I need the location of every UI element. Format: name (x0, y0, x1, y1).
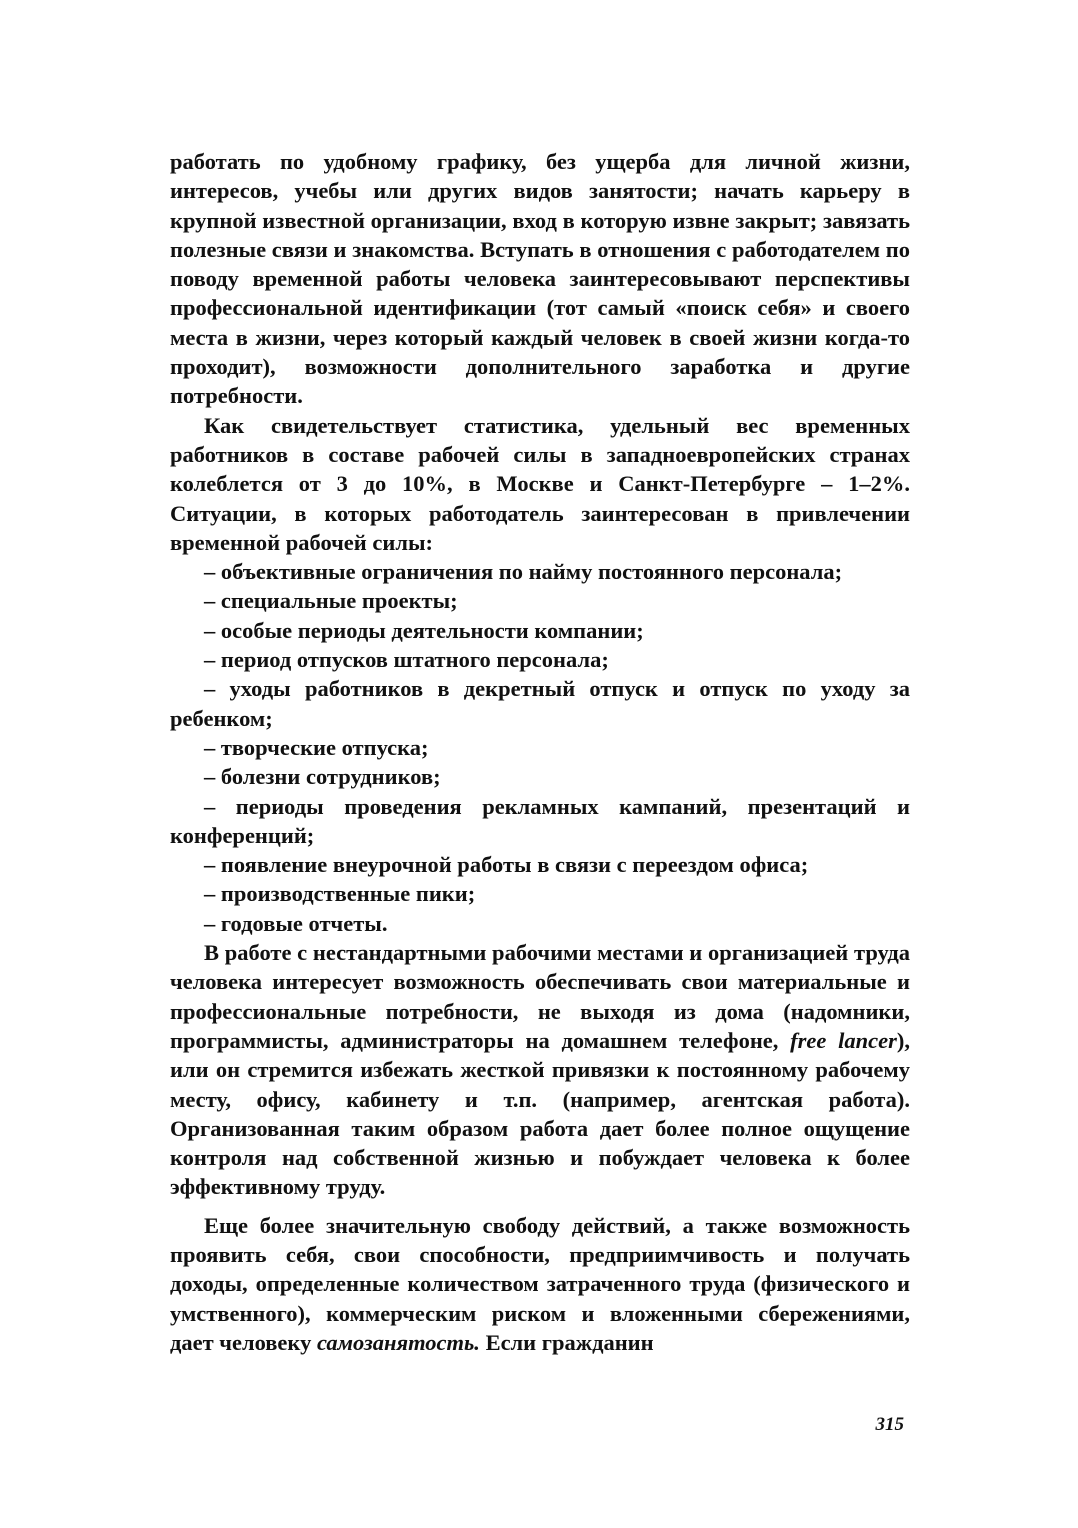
paragraph-statistics: Как свидетельствует статистика, удельный вес временных работников в составе рабочей силы в западноевропейских странах колеблется от 3 до 10%, в Москве и Санкт-Петербурге – 1–2%. Ситуации, в которых работодатель заинтересован в привлечении временной рабочей силы: (170, 412, 910, 555)
page-number: 315 (875, 1414, 904, 1435)
list-item: – особые периоды деятельности компании; (204, 617, 644, 643)
list-item: – уходы работников в декретный отпуск и отпуск по уходу за ребенком; (170, 676, 910, 731)
paragraph-text: В работе с нестандартными рабочими местами и организацией труда человека интересует возможность обеспечивать свои материальные и профессиональные потребности, не выходя из дома (надомники, программисты, администраторы на домашнем телефоне, (170, 940, 910, 1053)
list-item: – специальные проекты; (204, 588, 458, 614)
paragraph-continuation: работать по удобному графику, без ущерба для личной жизни, интересов, учебы или других видов занятости; начать карьеру в крупной известной организации, вход в которую извне закрыт; завязать полезные связи и знакомства. Вступать в отношения с работодателем по поводу временной работы человека заинтересовывают перспективы профессиональной идентификации (тот самый «поиск себя» и своего места в жизни, через который каждый человек в своей жизни когда-то проходит), возможности дополнительного заработка и другие потребности. (170, 149, 910, 409)
list-item: – болезни сотрудников; (204, 764, 441, 790)
list-item: – период отпусков штатного персонала; (204, 647, 609, 673)
body-text (170, 147, 910, 1357)
paragraph-text: Еще более значительную свободу действий, а также возможность проявить себя, свои способности, предприимчивость и получать доходы, определенные количеством затраченного труда (физического и умственного), коммерческим риском и вложенными сбережениями, дает человеку (170, 1212, 910, 1355)
list-item: – производственные пики; (204, 881, 476, 907)
italic-term: самозанятость. (316, 1329, 480, 1355)
list-item: – годовые отчеты. (204, 910, 388, 936)
paragraph-nonstandard-work (170, 938, 910, 1202)
italic-term: free lancer (790, 1027, 897, 1053)
list-item: – объективные ограничения по найму постоянного персонала; (204, 559, 843, 585)
list-item: – появление внеурочной работы в связи с переездом офиса; (204, 852, 809, 878)
list-item: – творческие отпуска; (204, 734, 429, 760)
paragraph-self-employment (170, 1211, 910, 1357)
paragraph-text: ), или он стремится избежать жесткой привязки к постоянному рабочему месту, офису, кабинету и т.п. (например, агентская работа). Организованная таким образом работа дает более полное ощущение контроля над собственной жизнью и побуждает человека к более эффективному труду. (170, 1027, 910, 1200)
list-item: – периоды проведения рекламных кампаний, презентаций и конференций; (170, 793, 910, 848)
paragraph-text: Если гражданин (479, 1329, 654, 1355)
